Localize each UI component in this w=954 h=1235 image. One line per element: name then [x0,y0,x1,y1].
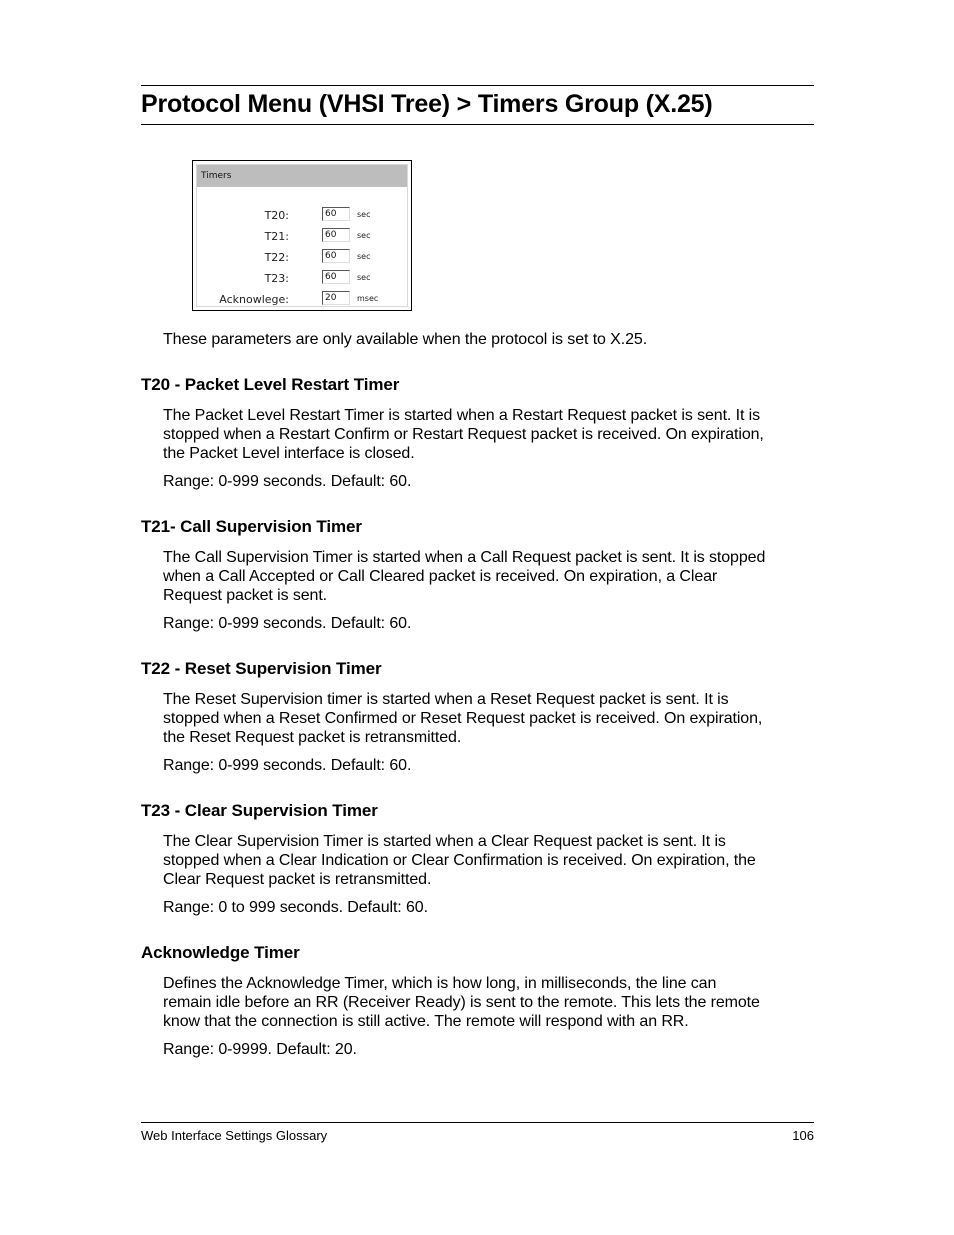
timers-panel-header [197,165,407,187]
body-line: Defines the Acknowledge Timer, which is how long, in milliseconds, the line can [163,975,717,992]
timers-panel-title: Timers [201,171,232,181]
body-line: the Packet Level interface is closed. [163,445,415,462]
t22-input[interactable]: 60 [322,249,350,263]
timers-panel [192,160,412,311]
body-line: stopped when a Reset Confirmed or Reset Request packet is received. On expiration, [163,710,763,727]
body-line: The Packet Level Restart Timer is started when a Restart Request packet is sent. It is [163,407,760,424]
page-title: Protocol Menu (VHSI Tree) > Timers Group (X.25) [141,90,713,118]
section-body-t22 [163,690,823,747]
body-line: stopped when a Clear Indication or Clear Confirmation is received. On expiration, the [163,852,756,869]
acknowledge-unit: msec [357,294,379,303]
page-number: 106 [792,1128,814,1143]
t23-input[interactable]: 60 [322,270,350,284]
body-line: The Clear Supervision Timer is started when a Clear Request packet is sent. It is [163,833,726,850]
section-range-t21: Range: 0-999 seconds. Default: 60. [163,615,412,632]
intro-paragraph: These parameters are only available when the protocol is set to X.25. [163,331,648,348]
body-line: Request packet is sent. [163,587,328,604]
section-body-t23 [163,832,823,889]
t21-input[interactable]: 60 [322,228,350,242]
body-line: stopped when a Restart Confirm or Restart Request packet is received. On expiration, [163,426,764,443]
t22-unit: sec [357,252,371,261]
section-range-t23: Range: 0 to 999 seconds. Default: 60. [163,899,428,916]
body-line: The Call Supervision Timer is started when a Call Request packet is sent. It is stopped [163,549,766,566]
body-line: Clear Request packet is retransmitted. [163,871,432,888]
t20-label: T20: [264,209,289,222]
section-heading-t21: T21- Call Supervision Timer [141,517,362,536]
t21-label: T21: [264,230,289,243]
acknowledge-label: Acknowlege: [219,293,289,306]
footer-divider [141,1122,814,1123]
acknowledge-row [197,291,407,309]
t20-unit: sec [357,210,371,219]
body-line: remain idle before an RR (Receiver Ready) is sent to the remote. This lets the remote [163,994,760,1011]
t21-row [197,228,407,246]
section-heading-t23: T23 - Clear Supervision Timer [141,801,378,820]
acknowledge-input[interactable]: 20 [322,291,350,305]
t20-input[interactable]: 60 [322,207,350,221]
section-heading-t22: T22 - Reset Supervision Timer [141,659,382,678]
section-heading-acknowledge: Acknowledge Timer [141,943,300,962]
footer-document-title: Web Interface Settings Glossary [141,1128,328,1143]
section-body-t21 [163,548,823,605]
body-line: The Reset Supervision timer is started when a Reset Request packet is sent. It is [163,691,729,708]
section-range-acknowledge: Range: 0-9999. Default: 20. [163,1041,357,1058]
section-body-t20 [163,406,823,463]
body-line: know that the connection is still active. The remote will respond with an RR. [163,1013,689,1030]
t21-unit: sec [357,231,371,240]
section-range-t20: Range: 0-999 seconds. Default: 60. [163,473,412,490]
t20-row [197,207,407,225]
timers-panel-frame [196,164,408,307]
t23-row [197,270,407,288]
body-line: the Reset Request packet is retransmitted. [163,729,462,746]
t22-label: T22: [264,251,289,264]
section-body-acknowledge [163,974,823,1031]
body-line: when a Call Accepted or Call Cleared packet is received. On expiration, a Clear [163,568,718,585]
t22-row [197,249,407,267]
section-range-t22: Range: 0-999 seconds. Default: 60. [163,757,412,774]
t23-unit: sec [357,273,371,282]
section-heading-t20: T20 - Packet Level Restart Timer [141,375,400,394]
page-title-bar [141,85,814,125]
t23-label: T23: [264,272,289,285]
